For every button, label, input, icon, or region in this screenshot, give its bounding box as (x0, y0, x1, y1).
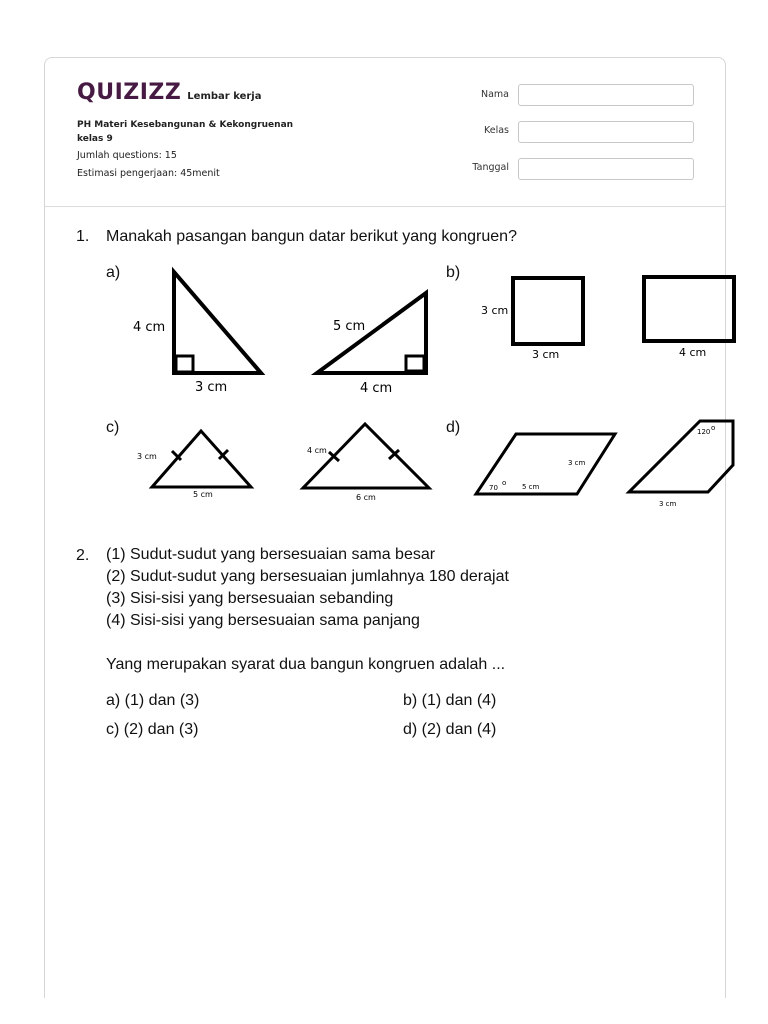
isosceles-triangle-1 (152, 431, 251, 487)
right-angle-marker-2 (406, 356, 424, 371)
question-1-text: Manakah pasangan bangun datar berikut yang kongruen? (106, 228, 517, 245)
logo-subtitle: Lembar kerja (187, 91, 262, 102)
fig-b-sq-base: 3 cm (532, 348, 560, 361)
figure-a (174, 272, 426, 373)
question-2-prompt: Yang merupakan syarat dua bangun kongruen adalah ... (106, 656, 506, 673)
fig-c-t1-side: 3 cm (137, 452, 157, 461)
fig-b-sq-side: 3 cm (481, 304, 509, 317)
isosceles-triangle-2 (303, 424, 429, 488)
square-shape (513, 278, 583, 344)
fig-c-t2-side: 4 cm (307, 446, 327, 455)
rectangle-shape (644, 277, 734, 341)
name-label: Nama (480, 89, 509, 100)
title-line-1: PH Materi Kesebangunan & Kekongruenan (77, 120, 294, 130)
question-1-number: 1. (76, 228, 90, 245)
class-label: Kelas (483, 125, 509, 136)
q2-option-b: b) (1) dan (4) (403, 692, 497, 709)
option-a-label: a) (106, 264, 121, 281)
logo-wordmark: QUIZIZZ (77, 80, 182, 105)
fig-a-t1-base: 3 cm (195, 380, 228, 395)
fig-d-p1-angle-degree: o (502, 479, 507, 487)
statement-3: (3) Sisi-sisi yang bersesuaian sebanding (106, 590, 394, 607)
option-d-label: d) (446, 419, 461, 436)
statement-1: (1) Sudut-sudut yang bersesuaian sama besar (106, 546, 436, 563)
statement-4: (4) Sisi-sisi yang bersesuaian sama panjang (106, 612, 420, 629)
fig-d-p1-angle: 70 (489, 484, 498, 492)
statement-2: (2) Sudut-sudut yang bersesuaian jumlahnya 180 derajat (106, 568, 509, 585)
title-line-2: kelas 9 (77, 134, 113, 144)
fig-d-p2-angle: 120 (697, 428, 711, 436)
fig-d-p2-angle-degree: o (711, 424, 716, 432)
fig-d-p2-base: 3 cm (659, 500, 677, 508)
right-angle-marker-1 (176, 356, 193, 372)
questions-count: Jumlah questions: 15 (77, 150, 177, 161)
figure-b (513, 277, 734, 344)
fig-a-t2-base: 4 cm (360, 381, 393, 396)
fig-d-p1-base: 5 cm (522, 483, 540, 491)
q2-option-c: c) (2) dan (3) (106, 721, 199, 738)
fig-d-p1-side: 3 cm (568, 459, 586, 467)
right-triangle-1 (174, 272, 261, 373)
fig-b-rect-base: 4 cm (679, 346, 707, 359)
figure-d (476, 421, 733, 494)
fig-c-t1-base: 5 cm (193, 490, 213, 499)
option-b-label: b) (446, 264, 461, 281)
fig-a-t2-hyp: 5 cm (333, 319, 366, 334)
option-c-label: c) (106, 419, 120, 436)
q2-option-d: d) (2) dan (4) (403, 721, 497, 738)
date-label: Tanggal (472, 162, 509, 173)
time-estimate: Estimasi pengerjaan: 45menit (77, 168, 220, 179)
figure-c (152, 424, 429, 488)
fig-a-t1-side: 4 cm (133, 320, 166, 335)
fig-c-t2-base: 6 cm (356, 493, 376, 502)
question-2-number: 2. (76, 547, 90, 564)
parallelogram-2 (629, 421, 733, 492)
q2-option-a: a) (1) dan (3) (106, 692, 200, 709)
